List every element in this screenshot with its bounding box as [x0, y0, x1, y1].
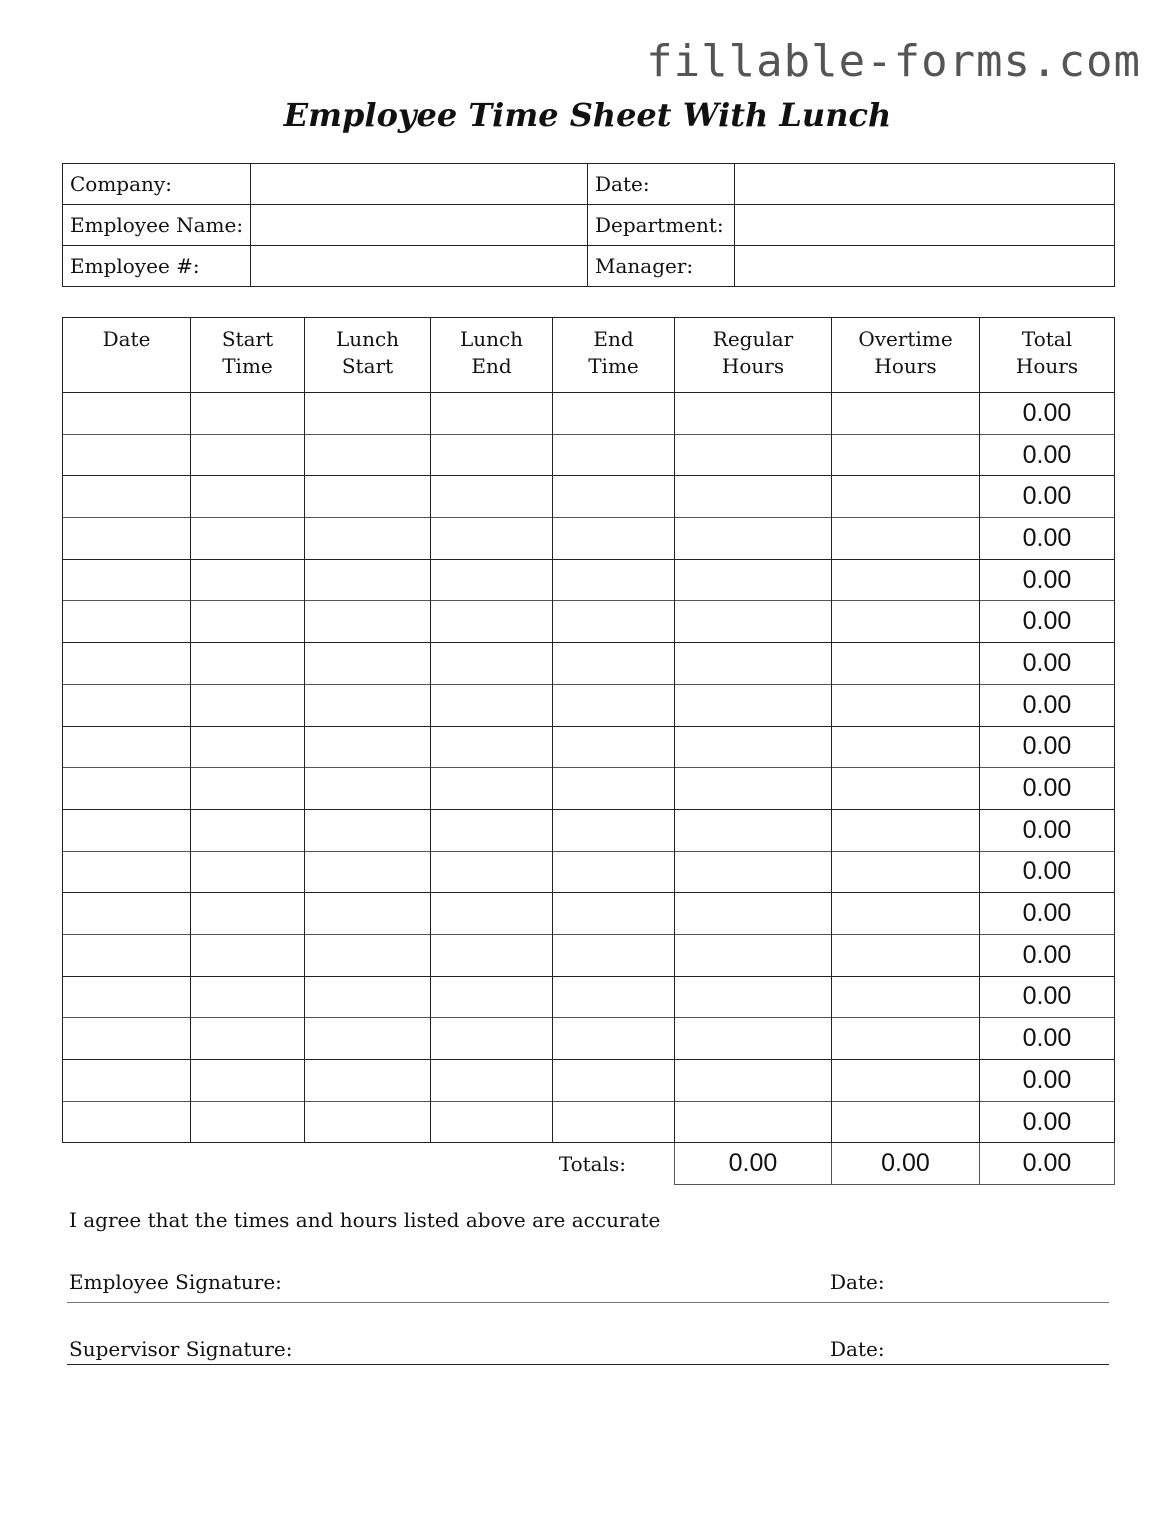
- regular-hours-cell[interactable]: [675, 851, 832, 893]
- overtime-hours-cell[interactable]: [832, 768, 980, 810]
- supervisor-date-label: Date:: [830, 1337, 885, 1361]
- row-total-value: 0.00: [1022, 607, 1072, 636]
- lunch-end-cell[interactable]: [431, 601, 553, 643]
- regular-hours-cell[interactable]: [675, 393, 832, 435]
- lunch-start-cell[interactable]: [305, 976, 431, 1018]
- overtime-hours-cell[interactable]: [832, 851, 980, 893]
- end-time-cell[interactable]: [553, 768, 675, 810]
- regular-hours-cell[interactable]: [675, 934, 832, 976]
- lunch-start-cell[interactable]: [305, 893, 431, 935]
- regular-hours-cell[interactable]: [675, 768, 832, 810]
- start-time-cell[interactable]: [191, 976, 305, 1018]
- table-row: [63, 1101, 1115, 1143]
- date-cell[interactable]: [63, 851, 191, 893]
- table-row: [63, 1018, 1115, 1060]
- total-hours-cell: [980, 726, 1115, 768]
- date-label: Date:: [588, 164, 735, 205]
- lunch-start-cell[interactable]: [305, 601, 431, 643]
- overtime-hours-cell[interactable]: [832, 934, 980, 976]
- table-row: [63, 518, 1115, 560]
- form-title: Employee Time Sheet With Lunch: [283, 96, 892, 134]
- start-time-cell[interactable]: [191, 1101, 305, 1143]
- overtime-hours-cell[interactable]: [832, 643, 980, 685]
- end-time-cell[interactable]: [553, 601, 675, 643]
- regular-hours-cell[interactable]: [675, 809, 832, 851]
- row-total-value: 0.00: [1022, 398, 1072, 427]
- regular-hours-cell[interactable]: [675, 726, 832, 768]
- lunch-start-cell[interactable]: [305, 726, 431, 768]
- manager-field[interactable]: [735, 246, 1115, 287]
- info-row: [63, 164, 1115, 205]
- employee-name-label: Employee Name:: [63, 205, 251, 246]
- end-time-cell[interactable]: [553, 518, 675, 560]
- overtime-hours-cell[interactable]: [832, 809, 980, 851]
- row-total-value: 0.00: [1022, 940, 1072, 969]
- regular-hours-cell[interactable]: [675, 1101, 832, 1143]
- totals-total-value: 0.00: [1022, 1149, 1072, 1178]
- date-cell[interactable]: [63, 1060, 191, 1102]
- overtime-hours-cell[interactable]: [832, 1060, 980, 1102]
- total-hours-cell: [980, 1060, 1115, 1102]
- start-time-cell[interactable]: [191, 1060, 305, 1102]
- row-total-value: 0.00: [1022, 774, 1072, 803]
- lunch-start-cell[interactable]: [305, 643, 431, 685]
- lunch-start-cell[interactable]: [305, 851, 431, 893]
- overtime-hours-cell[interactable]: [832, 559, 980, 601]
- watermark: fillable-forms.com: [646, 36, 1141, 87]
- date-cell[interactable]: [63, 934, 191, 976]
- date-cell[interactable]: [63, 1018, 191, 1060]
- start-time-cell[interactable]: [191, 393, 305, 435]
- col-header-end-time: End Time: [553, 318, 675, 393]
- overtime-hours-cell[interactable]: [832, 518, 980, 560]
- start-time-cell[interactable]: [191, 684, 305, 726]
- col-header-date: Date: [63, 318, 191, 393]
- lunch-end-cell[interactable]: [431, 1101, 553, 1143]
- lunch-start-cell[interactable]: [305, 559, 431, 601]
- date-cell[interactable]: [63, 476, 191, 518]
- start-time-cell[interactable]: [191, 601, 305, 643]
- department-label: Department:: [588, 205, 735, 246]
- employee-info-table: [62, 163, 1115, 287]
- row-total-value: 0.00: [1022, 857, 1072, 886]
- table-row: [63, 559, 1115, 601]
- department-field[interactable]: [735, 205, 1115, 246]
- totals-total-cell: [980, 1143, 1115, 1185]
- regular-hours-cell[interactable]: [675, 643, 832, 685]
- row-total-value: 0.00: [1022, 982, 1072, 1011]
- row-total-value: 0.00: [1022, 523, 1072, 552]
- lunch-start-cell[interactable]: [305, 1101, 431, 1143]
- col-header-lunch-start: Lunch Start: [305, 318, 431, 393]
- start-time-cell[interactable]: [191, 768, 305, 810]
- overtime-hours-cell[interactable]: [832, 601, 980, 643]
- end-time-cell[interactable]: [553, 434, 675, 476]
- total-hours-cell: [980, 393, 1115, 435]
- total-hours-cell: [980, 476, 1115, 518]
- end-time-cell[interactable]: [553, 1018, 675, 1060]
- table-row: [63, 851, 1115, 893]
- lunch-start-cell[interactable]: [305, 809, 431, 851]
- lunch-end-cell[interactable]: [431, 809, 553, 851]
- date-cell[interactable]: [63, 1101, 191, 1143]
- lunch-start-cell[interactable]: [305, 518, 431, 560]
- employee-signature-rule: [67, 1302, 1109, 1303]
- table-row: [63, 809, 1115, 851]
- table-row: [63, 726, 1115, 768]
- end-time-cell[interactable]: [553, 893, 675, 935]
- start-time-cell[interactable]: [191, 434, 305, 476]
- totals-label: Totals:: [558, 1152, 626, 1177]
- lunch-end-cell[interactable]: [431, 518, 553, 560]
- end-time-cell[interactable]: [553, 643, 675, 685]
- end-time-cell[interactable]: [553, 559, 675, 601]
- lunch-end-cell[interactable]: [431, 434, 553, 476]
- lunch-end-cell[interactable]: [431, 851, 553, 893]
- end-time-cell[interactable]: [553, 393, 675, 435]
- table-row: [63, 434, 1115, 476]
- table-row: [63, 768, 1115, 810]
- end-time-cell[interactable]: [553, 476, 675, 518]
- lunch-end-cell[interactable]: [431, 1060, 553, 1102]
- start-time-cell[interactable]: [191, 643, 305, 685]
- col-header-overtime-hours: Overtime Hours: [832, 318, 980, 393]
- lunch-end-cell[interactable]: [431, 643, 553, 685]
- total-hours-cell: [980, 893, 1115, 935]
- total-hours-cell: [980, 1018, 1115, 1060]
- total-hours-cell: [980, 809, 1115, 851]
- total-hours-cell: [980, 851, 1115, 893]
- table-row: [63, 643, 1115, 685]
- lunch-start-cell[interactable]: [305, 393, 431, 435]
- totals-overtime-cell: [832, 1143, 980, 1185]
- regular-hours-cell[interactable]: [675, 518, 832, 560]
- row-total-value: 0.00: [1022, 690, 1072, 719]
- regular-hours-cell[interactable]: [675, 1018, 832, 1060]
- date-cell[interactable]: [63, 518, 191, 560]
- total-hours-cell: [980, 643, 1115, 685]
- row-total-value: 0.00: [1022, 1024, 1072, 1053]
- end-time-cell[interactable]: [553, 976, 675, 1018]
- company-label: Company:: [63, 164, 251, 205]
- employee-number-label: Employee #:: [63, 246, 251, 287]
- date-cell[interactable]: [63, 393, 191, 435]
- start-time-cell[interactable]: [191, 559, 305, 601]
- date-cell[interactable]: [63, 601, 191, 643]
- date-cell[interactable]: [63, 768, 191, 810]
- lunch-end-cell[interactable]: [431, 476, 553, 518]
- col-header-total-hours: Total Hours: [980, 318, 1115, 393]
- company-field[interactable]: [251, 164, 588, 205]
- overtime-hours-cell[interactable]: [832, 726, 980, 768]
- date-cell[interactable]: [63, 893, 191, 935]
- start-time-cell[interactable]: [191, 893, 305, 935]
- table-row: [63, 934, 1115, 976]
- end-time-cell[interactable]: [553, 851, 675, 893]
- col-header-start-time: Start Time: [191, 318, 305, 393]
- overtime-hours-cell[interactable]: [832, 1101, 980, 1143]
- lunch-end-cell[interactable]: [431, 393, 553, 435]
- table-row: [63, 393, 1115, 435]
- col-header-regular-hours: Regular Hours: [675, 318, 832, 393]
- regular-hours-cell[interactable]: [675, 1060, 832, 1102]
- col-header-lunch-end: Lunch End: [431, 318, 553, 393]
- totals-overtime-value: 0.00: [881, 1149, 930, 1178]
- overtime-hours-cell[interactable]: [832, 393, 980, 435]
- end-time-cell[interactable]: [553, 1060, 675, 1102]
- row-total-value: 0.00: [1022, 1065, 1072, 1094]
- overtime-hours-cell[interactable]: [832, 434, 980, 476]
- regular-hours-cell[interactable]: [675, 476, 832, 518]
- start-time-cell[interactable]: [191, 851, 305, 893]
- total-hours-cell: [980, 1101, 1115, 1143]
- total-hours-cell: [980, 768, 1115, 810]
- supervisor-signature-rule: [67, 1364, 1109, 1365]
- start-time-cell[interactable]: [191, 1018, 305, 1060]
- lunch-end-cell[interactable]: [431, 934, 553, 976]
- lunch-start-cell[interactable]: [305, 684, 431, 726]
- employee-signature-label: Employee Signature:: [69, 1270, 282, 1294]
- start-time-cell[interactable]: [191, 809, 305, 851]
- total-hours-cell: [980, 601, 1115, 643]
- lunch-end-cell[interactable]: [431, 768, 553, 810]
- agreement-text: I agree that the times and hours listed above are accurate: [69, 1208, 661, 1232]
- date-cell[interactable]: [63, 559, 191, 601]
- overtime-hours-cell[interactable]: [832, 976, 980, 1018]
- date-cell[interactable]: [63, 684, 191, 726]
- overtime-hours-cell[interactable]: [832, 684, 980, 726]
- date-field[interactable]: [735, 164, 1115, 205]
- lunch-start-cell[interactable]: [305, 934, 431, 976]
- supervisor-signature-label: Supervisor Signature:: [69, 1337, 293, 1361]
- total-hours-cell: [980, 934, 1115, 976]
- table-row: [63, 476, 1115, 518]
- total-hours-cell: [980, 559, 1115, 601]
- regular-hours-cell[interactable]: [675, 559, 832, 601]
- row-total-value: 0.00: [1022, 440, 1072, 469]
- end-time-cell[interactable]: [553, 934, 675, 976]
- regular-hours-cell[interactable]: [675, 893, 832, 935]
- end-time-cell[interactable]: [553, 809, 675, 851]
- lunch-start-cell[interactable]: [305, 434, 431, 476]
- employee-name-field[interactable]: [251, 205, 588, 246]
- lunch-end-cell[interactable]: [431, 684, 553, 726]
- start-time-cell[interactable]: [191, 726, 305, 768]
- overtime-hours-cell[interactable]: [832, 893, 980, 935]
- lunch-end-cell[interactable]: [431, 976, 553, 1018]
- start-time-cell[interactable]: [191, 934, 305, 976]
- info-row: [63, 205, 1115, 246]
- end-time-cell[interactable]: [553, 684, 675, 726]
- row-total-value: 0.00: [1022, 1107, 1072, 1136]
- row-total-value: 0.00: [1022, 565, 1072, 594]
- end-time-cell[interactable]: [553, 726, 675, 768]
- employee-date-label: Date:: [830, 1270, 885, 1294]
- total-hours-cell: [980, 684, 1115, 726]
- row-total-value: 0.00: [1022, 732, 1072, 761]
- date-cell[interactable]: [63, 726, 191, 768]
- table-row: [63, 601, 1115, 643]
- end-time-cell[interactable]: [553, 1101, 675, 1143]
- regular-hours-cell[interactable]: [675, 434, 832, 476]
- header-row: [63, 318, 1115, 393]
- date-cell[interactable]: [63, 976, 191, 1018]
- start-time-cell[interactable]: [191, 518, 305, 560]
- overtime-hours-cell[interactable]: [832, 1018, 980, 1060]
- total-hours-cell: [980, 434, 1115, 476]
- lunch-end-cell[interactable]: [431, 1018, 553, 1060]
- row-total-value: 0.00: [1022, 648, 1072, 677]
- lunch-start-cell[interactable]: [305, 1060, 431, 1102]
- totals-regular-value: 0.00: [728, 1149, 778, 1178]
- total-hours-cell: [980, 976, 1115, 1018]
- time-rows: [63, 393, 1115, 1185]
- row-total-value: 0.00: [1022, 815, 1072, 844]
- manager-label: Manager:: [588, 246, 735, 287]
- lunch-end-cell[interactable]: [431, 559, 553, 601]
- row-total-value: 0.00: [1022, 899, 1072, 928]
- totals-row: [63, 1143, 1115, 1185]
- date-cell[interactable]: [63, 434, 191, 476]
- table-row: [63, 1060, 1115, 1102]
- info-row: [63, 246, 1115, 287]
- table-row: [63, 893, 1115, 935]
- regular-hours-cell[interactable]: [675, 684, 832, 726]
- totals-regular-cell: [675, 1143, 832, 1185]
- employee-number-field[interactable]: [251, 246, 588, 287]
- table-row: [63, 976, 1115, 1018]
- regular-hours-cell[interactable]: [675, 976, 832, 1018]
- table-row: [63, 684, 1115, 726]
- start-time-cell[interactable]: [191, 476, 305, 518]
- total-hours-cell: [980, 518, 1115, 560]
- lunch-start-cell[interactable]: [305, 1018, 431, 1060]
- date-cell[interactable]: [63, 643, 191, 685]
- time-sheet-table: [62, 317, 1115, 1185]
- row-total-value: 0.00: [1022, 482, 1072, 511]
- lunch-start-cell[interactable]: [305, 768, 431, 810]
- lunch-end-cell[interactable]: [431, 893, 553, 935]
- lunch-start-cell[interactable]: [305, 476, 431, 518]
- overtime-hours-cell[interactable]: [832, 476, 980, 518]
- lunch-end-cell[interactable]: [431, 726, 553, 768]
- date-cell[interactable]: [63, 809, 191, 851]
- regular-hours-cell[interactable]: [675, 601, 832, 643]
